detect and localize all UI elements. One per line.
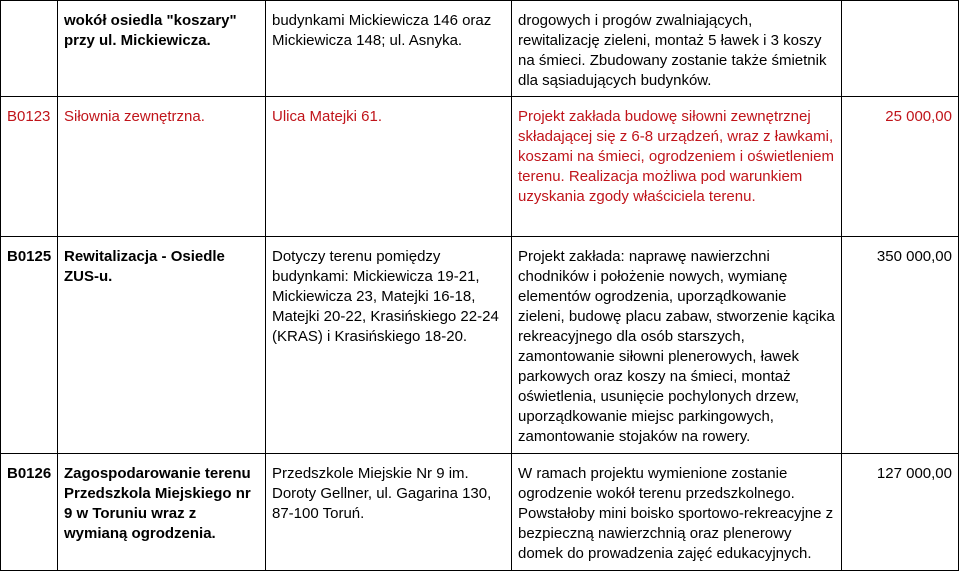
table-row	[1, 237, 959, 454]
project-description: W ramach projektu wymienione zostanie ogrodzenie wokół terenu przedszkolnego. Powstałoby mini boisko sportowo-rekreacyjne z bezpieczną nawierzchnią oraz plenerowy domek do prowadzenia zajęć edukacyjnych.	[512, 454, 842, 571]
project-description: drogowych i progów zwalniających, rewitalizację zieleni, montaż 5 ławek i 3 koszy na śmieci. Zbudowany zostanie także śmietnik dla sąsiadujących budynków.	[512, 1, 842, 97]
project-id	[1, 1, 58, 97]
project-amount: 127 000,00	[842, 454, 959, 571]
project-id: B0126	[1, 454, 58, 571]
project-id: B0123	[1, 97, 58, 237]
project-name: Rewitalizacja - Osiedle ZUS-u.	[58, 237, 266, 454]
project-description: Projekt zakłada budowę siłowni zewnętrznej składającej się z 6-8 urządzeń, wraz z ławkami, koszami na śmieci, ogrodzeniem i oświetleniem terenu. Realizacja możliwa pod warunkiem uzyskania zgody właściciela terenu.	[512, 97, 842, 237]
table-row-highlighted	[1, 97, 959, 237]
project-name: Zagospodarowanie terenu Przedszkola Miejskiego nr 9 w Toruniu wraz z wymianą ogrodzenia.	[58, 454, 266, 571]
project-name: wokół osiedla "koszary" przy ul. Mickiewicza.	[58, 1, 266, 97]
project-amount	[842, 1, 959, 97]
table-row	[1, 454, 959, 571]
project-name: Siłownia zewnętrzna.	[58, 97, 266, 237]
project-id: B0125	[1, 237, 58, 454]
project-description: Projekt zakłada: naprawę nawierzchni chodników i położenie nowych, wymianę elementów ogrodzenia, uporządkowanie zieleni, budowę placu zabaw, stworzenie kącika rekreacyjnego dla osób starszych, zamontowanie siłowni plenerowych, ławek parkowych oraz koszy na śmieci, montaż oświetlenia, usunięcie pochylonych drzew, uporządkowanie miejsc parkingowych, zamontowanie stojaków na rowery.	[512, 237, 842, 454]
project-location: budynkami Mickiewicza 146 oraz Mickiewicza 148; ul. Asnyka.	[266, 1, 512, 97]
project-location: Ulica Matejki 61.	[266, 97, 512, 237]
project-location: Dotyczy terenu pomiędzy budynkami: Mickiewicza 19-21, Mickiewicza 23, Matejki 16-18, Matejki 20-22, Krasińskiego 22-24 (KRAS) i Krasińskiego 18-20.	[266, 237, 512, 454]
table-row	[1, 1, 959, 97]
project-amount: 350 000,00	[842, 237, 959, 454]
project-location: Przedszkole Miejskie Nr 9 im. Doroty Gellner, ul. Gagarina 130, 87-100 Toruń.	[266, 454, 512, 571]
project-amount: 25 000,00	[842, 97, 959, 237]
